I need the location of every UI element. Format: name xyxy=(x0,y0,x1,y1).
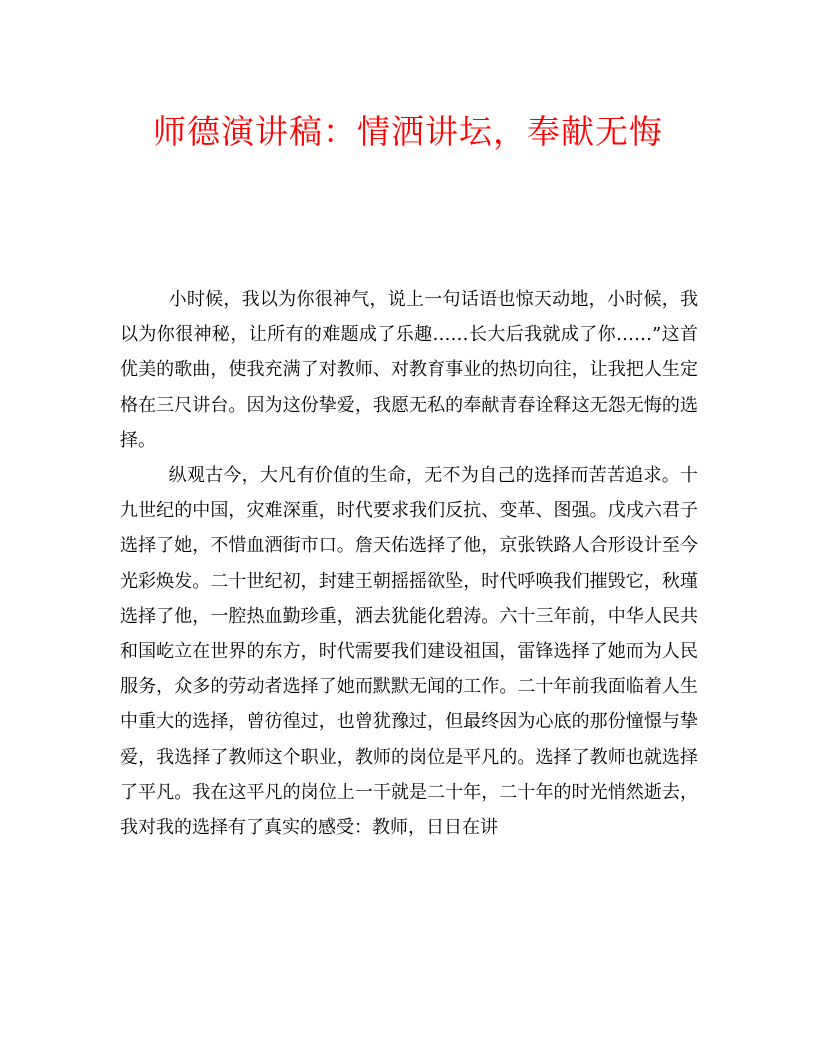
document-body xyxy=(120,282,698,845)
paragraph-2: 纵观古今，大凡有价值的生命，无不为自己的选择而苦苦追求。十九世纪的中国，灾难深重，时代要求我们反抗、变革、图强。戊戌六君子选择了她，不惜血洒街市口。詹天佑选择了他，京张铁路人合形设计至今光彩焕发。二十世纪初，封建王朝摇摇欲坠，时代呼唤我们摧毁它，秋瑾选择了他，一腔热血勤珍重，洒去犹能化碧涛。六十三年前，中华人民共和国屹立在世界的东方，时代需要我们建设祖国，雷锋选择了她而为人民服务，众多的劳动者选择了她而默默无闻的工作。二十年前我面临着人生中重大的选择，曾彷徨过，也曾犹豫过，但最终因为心底的那份憧憬与挚爱，我选择了教师这个职业，教师的岗位是平凡的。选择了教师也就选择了平凡。我在这平凡的岗位上一干就是二十年，二十年的时光悄然逝去，我对我的选择有了真实的感受：教师，日日在讲 xyxy=(120,465,698,839)
document-title: 师德演讲稿：情洒讲坛，奉献无悔 xyxy=(153,112,663,151)
paragraph-1: 小时候，我以为你很神气，说上一句话语也惊天动地，小时候，我以为你很神秘，让所有的难题成了乐趣……长大后我就成了你……”这首优美的歌曲，使我充满了对教师、对教育事业的热切向往，让我把人生定格在三尺讲台。因为这份挚爱，我愿无私的奉献青春诠释这无怨无悔的选择。 xyxy=(120,289,698,451)
